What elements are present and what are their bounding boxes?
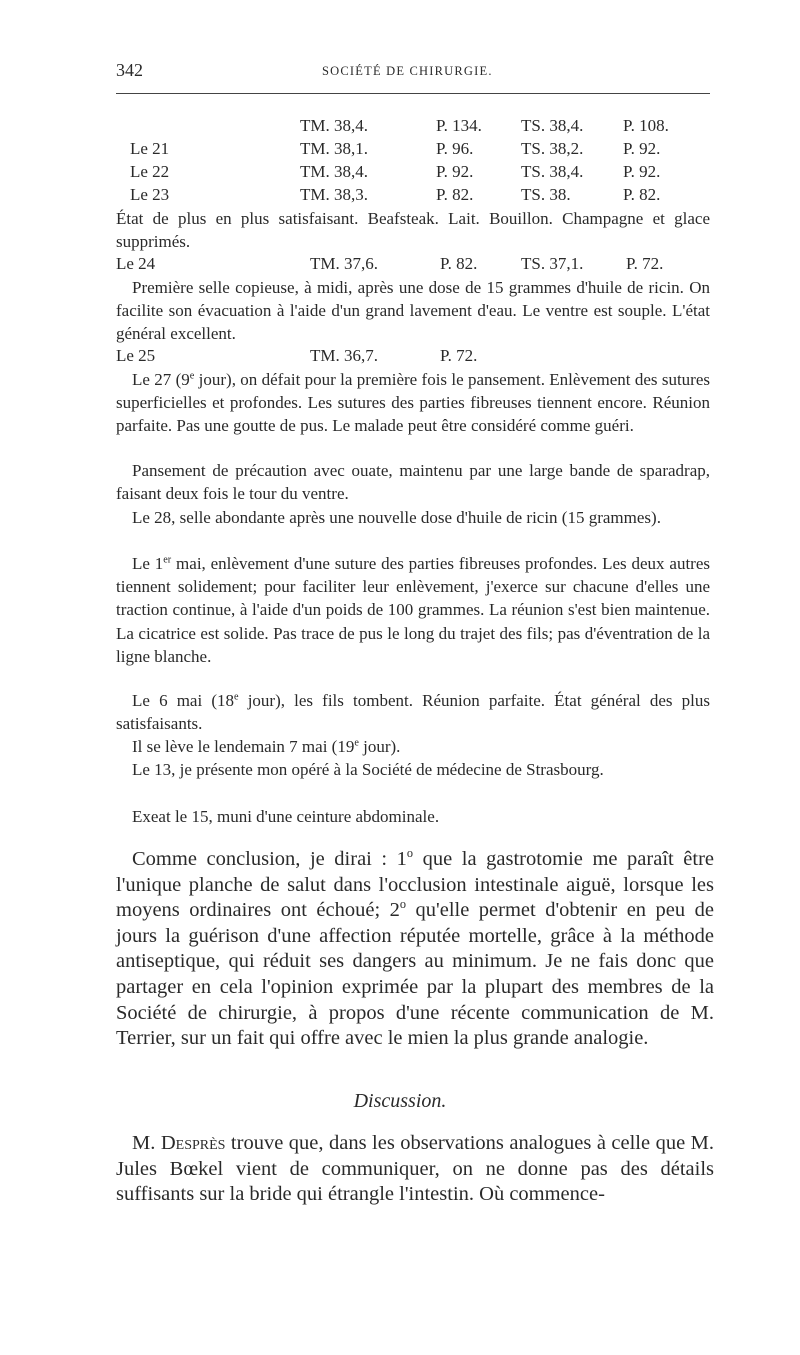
row-ts: TS. 38,4. — [521, 116, 584, 135]
le6-text-a: Le 6 mai (18 — [132, 691, 235, 710]
row-p2: P. 92. — [623, 139, 661, 158]
discussion-paragraph — [116, 1131, 714, 1208]
temperature-row — [0, 139, 800, 162]
row-day: Le 25 — [116, 346, 156, 365]
ordinal-sup: er — [163, 554, 172, 566]
ordinal-sup: o — [399, 897, 407, 912]
le27-text-a: Le 27 (9 — [132, 370, 190, 389]
leve-text-b: jour). — [358, 737, 401, 756]
discussion-text-b: trouve que, dans les observations analogues à celle que M. Jules Bœkel vient de communiquer, on ne donne pas des détails suffisants sur la bride qui étrangle l'intestin. Où commence- — [116, 1132, 714, 1206]
conclusion-text-c: qu'elle permet d'obtenir en peu de jours la guérison d'une affection réputée mortelle, grâce à la méthode antiseptique, qui réduit ses dangers au minimum. Je ne fais donc que partager en cela l'opinion exprimée par la plupart des membres de la Société de chirurgie, à propos d'une récente communication de M. Terrier, sur un fait qui offre avec le mien la plus grande analogie. — [116, 899, 714, 1050]
discussion-text-a: M. — [132, 1132, 161, 1154]
row-tm: TM. 36,7. — [310, 346, 378, 365]
le28-paragraph: Le 28, selle abondante après une nouvelle dose d'huile de ricin (15 grammes). — [132, 508, 661, 527]
leve-paragraph — [116, 735, 710, 758]
row-p1: P. 82. — [436, 185, 474, 204]
row-tm: TM. 37,6. — [310, 254, 378, 273]
row-p1: P. 134. — [436, 116, 482, 135]
row-p2: P. 92. — [623, 162, 661, 181]
conclusion-text-a: Comme conclusion, je dirai : 1 — [132, 848, 407, 870]
conclusion-text-b: que la gastrotomie me paraît être l'unique planche de salut dans l'occlusion intestinale aiguë, lorsque les moyens ordinaires ont échoué; 2 — [116, 848, 714, 922]
le6-text-b: jour), les fils tombent. Réunion parfaite. État général des plus satisfaisants. — [116, 691, 710, 734]
row-p2: P. 82. — [623, 185, 661, 204]
le27-paragraph — [116, 368, 710, 438]
header-rule — [116, 93, 710, 94]
le6-paragraph — [116, 689, 710, 735]
running-title: SOCIÉTÉ DE CHIRURGIE. — [322, 64, 493, 78]
selle-paragraph: Première selle copieuse, à midi, après une dose de 15 grammes d'huile de ricin. On facilite son évacuation à l'aide d'un grand lavement d'eau. Le ventre est souple. L'état général excellent. — [116, 278, 710, 344]
row-day: Le 24 — [116, 254, 156, 273]
exeat-paragraph: Exeat le 15, muni d'une ceinture abdominale. — [132, 807, 440, 826]
speaker-name: Desprès — [160, 1132, 226, 1154]
ordinal-sup: e — [189, 370, 195, 382]
temperature-row-24 — [0, 254, 800, 277]
row-ts: TS. 37,1. — [521, 254, 584, 273]
page-number: 342 — [116, 60, 143, 80]
le1-text-b: mai, enlèvement d'une suture des parties fibreuses profondes. Les deux autres tiennent solidement; pour faciliter leur enlèvement, j'exerce sur chacune d'elles une traction continue, à l'aide d'un poids de 100 grammes. La réunion s'est bien maintenue. La cicatrice est solide. Pas trace de pus le long du trajet des fils; pas d'éventration de la ligne blanche. — [116, 554, 710, 666]
row-ts: TS. 38. — [521, 185, 571, 204]
discussion-heading: Discussion. — [353, 1090, 447, 1112]
row-tm: TM. 38,4. — [300, 162, 368, 181]
pansement-paragraph: Pansement de précaution avec ouate, maintenu par une large bande de sparadrap, faisant deux fois le tour du ventre. — [116, 461, 710, 504]
leve-text-a: Il se lève le lendemain 7 mai (19 — [132, 737, 355, 756]
row-p1: P. 96. — [436, 139, 474, 158]
row-tm: TM. 38,1. — [300, 139, 368, 158]
row-p1: P. 92. — [436, 162, 474, 181]
row-ts: TS. 38,4. — [521, 162, 584, 181]
page-header — [116, 60, 710, 86]
le27-text-b: jour), on défait pour la première fois le pansement. Enlèvement des sutures superficielles et profondes. Les sutures des parties fibreuses tiennent encore. Réunion parfaite. Pas une goutte de pus. Le malade peut être considéré comme guéri. — [116, 370, 710, 436]
le13-paragraph: Le 13, je présente mon opéré à la Société de médecine de Strasbourg. — [132, 760, 604, 779]
row-p1: P. 82. — [440, 254, 478, 273]
row-tm: TM. 38,3. — [300, 185, 368, 204]
row-ts: TS. 38,2. — [521, 139, 584, 158]
row-p2: P. 108. — [623, 116, 669, 135]
row-day: Le 21 — [130, 139, 170, 158]
row-p2: P. 72. — [626, 254, 664, 273]
le1-text-a: Le 1 — [132, 554, 164, 573]
row-p1: P. 72. — [440, 346, 478, 365]
temperature-row-25 — [0, 346, 800, 369]
row-day: Le 22 — [130, 162, 170, 181]
row-tm: TM. 38,4. — [300, 116, 368, 135]
temperature-row — [0, 162, 800, 185]
ordinal-sup: e — [234, 691, 239, 703]
ordinal-sup: e — [354, 737, 359, 749]
le1-paragraph — [116, 552, 710, 668]
conclusion-paragraph — [116, 847, 714, 1052]
ordinal-sup: o — [406, 846, 414, 861]
etat-paragraph: État de plus en plus satisfaisant. Beafsteak. Lait. Bouillon. Champagne et glace supprimés. — [116, 209, 710, 252]
temperature-row — [0, 185, 800, 208]
temperature-row — [0, 116, 800, 139]
row-day: Le 23 — [130, 185, 170, 204]
